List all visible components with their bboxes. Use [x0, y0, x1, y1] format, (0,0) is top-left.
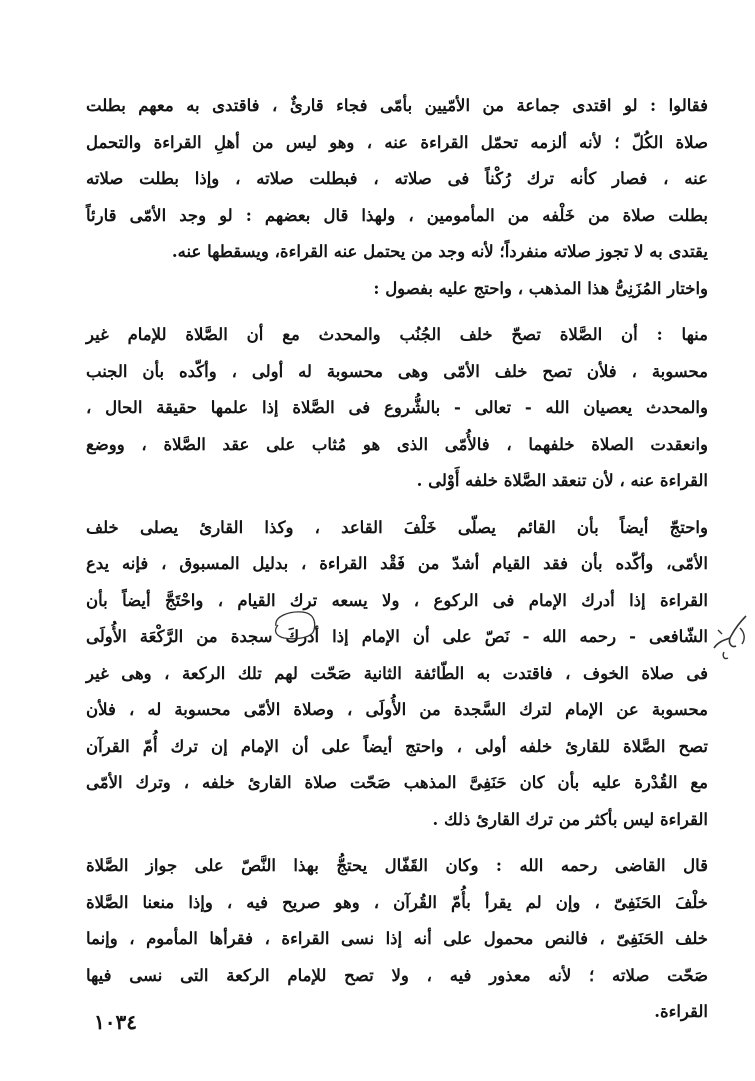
text-line: فى صلاة الخوف ، فاقتدت به الطّائفة الثانية صَحّت لهم تلك الركعة ، وهى غير	[86, 663, 708, 683]
text-line: عنه ، فصار كأنه ترك رُكْناً فى صلاته ، فبطلت صلاته ، وإذا بطلت صلاته	[86, 169, 708, 188]
text-line: تصح الصَّلاة للقارئ خلفه أولى ، واحتج أيضاً على أن الإمام إن ترك أُمّ القرآن	[86, 736, 708, 756]
text-line: القراءة إذا أدرك الإمام فى الركوع ، ولا يسعه ترك القيام ، واحْتَجَّ أيضاً بأن	[86, 590, 708, 610]
paragraph-3	[86, 317, 708, 500]
text-line: يقتدى به لا تجوز صلاته منفرداً؛ لأنه وجد من يحتمل عنه القراءة، ويسقطها عنه.	[171, 242, 708, 261]
text-line: محسوبة ، فلأن تصح خلف الأمّى وهى محسوبة له أولى ، وأكّده بأن الجنب	[86, 361, 708, 381]
page-number: ١٠٣٤	[94, 1010, 137, 1034]
text-line: خلْفَ الحَنَفِىّ ، وإن لم يقرأ بأُمّ القُرآن ، وهو صريح فيه ، وإذا منعنا الصَّلاة	[86, 892, 708, 912]
text-line: وانعقدت الصلاة خلفهما ، فالأُمّى الذى هو مُثاب على عقد الصَّلاة ، ووضع	[86, 434, 708, 454]
paragraph-5	[86, 848, 708, 1031]
text-body	[86, 88, 708, 1031]
text-line: واختار المُزَنِىُّ هذا المذهب ، واحتج عليه بفصول :	[373, 278, 708, 298]
text-line: قال القاضى رحمه الله : وكان القَفّال يحتجُّ بهذا النَّصّ على جواز الصَّلاة	[86, 856, 708, 875]
text-line: منها : أن الصَّلاة تصحّ خلف الجُنُب والمحدث مع أن الصَّلاة للإمام غير	[86, 325, 708, 344]
text-line: الأمّى، وأكّده بأن فقد القيام أشدّ من فَقْد القراءة ، بدليل المسبوق ، فإنه يدع	[86, 554, 708, 573]
text-line: القراءة ليس بأكثر من ترك القارئ ذلك .	[432, 809, 708, 829]
paragraph-1	[86, 88, 708, 271]
paragraph-2	[86, 271, 708, 308]
handwritten-circle-mark	[270, 608, 318, 642]
text-line: خلف الحَنَفِىّ ، فالنص محمول على أنه إذا نسى القراءة ، فقرأها المأموم ، وإنما	[86, 929, 708, 948]
text-line: صَحّت صلاته ؛ لأنه معذور فيه ، ولا تصح للإمام الركعة التى نسى فيها	[86, 965, 708, 985]
text-line: فقالوا : لو اقتدى جماعة من الأمّيين بأمّى فجاء قارئٌ ، فاقتدى به معهم بطلت	[86, 96, 708, 115]
text-line: صلاة الكُلّ ؛ لأنه ألزمه تحمّل القراءة عنه ، وهو ليس من أهلِ القراءة والتحمل	[86, 132, 708, 152]
handwritten-margin-note	[710, 608, 752, 666]
text-line: القراءة عنه ، لأن تنعقد الصَّلاة خلفه أَوْلى .	[416, 471, 708, 490]
text-line: واحتجّ أيضاً بأن القائم يصلّى خَلْفَ القاعد ، وكذا القارئ يصلى خلف	[86, 517, 708, 537]
text-line: محسوبة عن الإمام لترك السَّجدة من الأُولَى ، وصلاة الأمّى محسوبة له ، فلأن	[86, 700, 708, 719]
text-line: القراءة.	[654, 1002, 708, 1021]
paragraph-4	[86, 510, 708, 839]
text-line: مع القُدْرة عليه بأن كان حَنَفِىَّ المذهب صَحّت صلاة القارئ خلفه ، وترك الأمّى	[86, 773, 708, 792]
text-line: بطلت صلاة من خَلْفه من المأمومين ، ولهذا قال بعضهم : لو وجد الأمّى قارئاً	[86, 205, 708, 225]
text-line: والمحدث يعصيان الله - تعالى - بالشُّروع فى الصَّلاة إذا علمها حقيقة الحال ،	[86, 398, 708, 417]
text-line: الشّافعى - رحمه الله - نَصّ على أن الإمام إذا أدركَ سجدة من الرَّكْعَة الأُولَى	[86, 627, 708, 646]
